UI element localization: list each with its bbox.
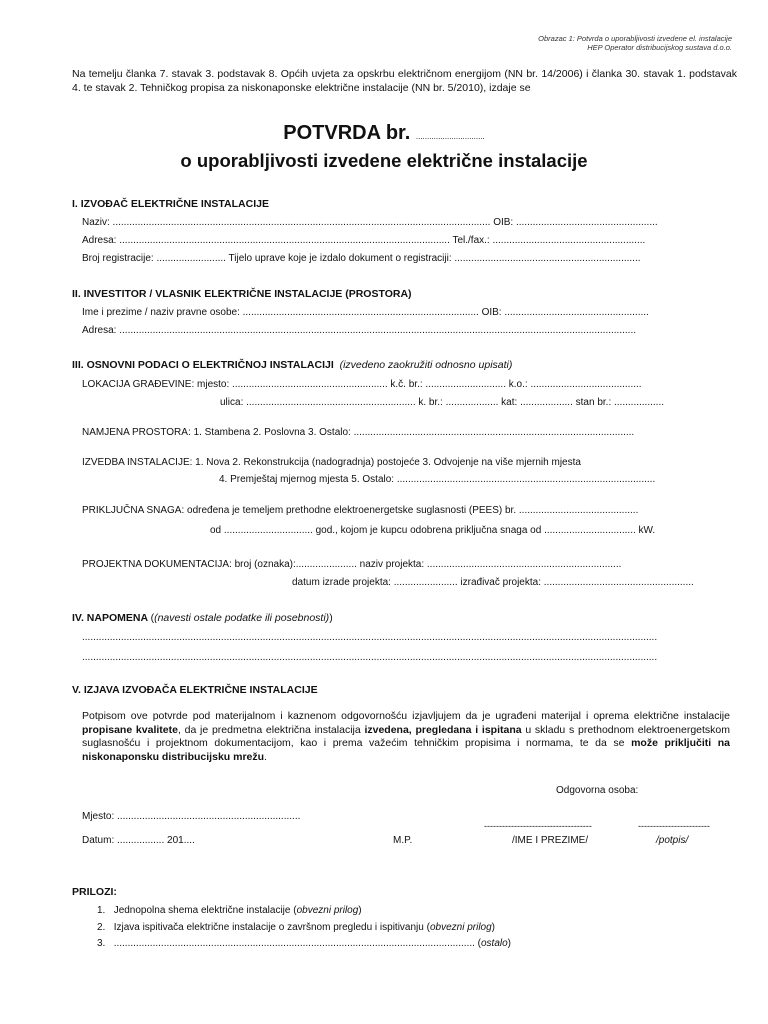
attachment-item[interactable]: 3. .................................................................................................................................. (ostalo) <box>97 938 512 949</box>
certificate-number-field[interactable]: ............................... <box>415 132 485 141</box>
name-signature-line[interactable]: ------------------------------------ <box>484 821 592 831</box>
installation-type-other-field[interactable]: 4. Premještaj mjernog mjesta 5. Ostalo: ............................................................................................. <box>219 474 656 485</box>
note-line-1[interactable]: ............................................................................................................................................................................................................... <box>82 632 658 643</box>
signature-line[interactable]: ------------------------ <box>638 821 710 831</box>
contractor-address-field[interactable]: Adresa: ....................................................................................................................... Tel./fax.: ....................................................... <box>82 235 646 246</box>
section-3-title: III. OSNOVNI PODACI O ELEKTRIČNOJ INSTALACIJI <box>72 359 334 371</box>
section-4-title: IV. NAPOMENA <box>72 612 148 624</box>
connection-power-field[interactable]: PRIKLJUČNA SNAGA: određena je temeljem prethodne elektroenergetske suglasnosti (PEES) br. ........................................... <box>82 505 639 516</box>
legal-basis-text: Na temelju članka 7. stavak 3. podstavak 8. Općih uvjeta za opskrbu električnom energijom (NN br. 14/2006) i članka 30. stavak 1. podstavak 4. te stavak 2. Tehničkog propisa za niskonaponske električne instalacije (NN br. 5/2010), izdaje se <box>72 68 737 94</box>
project-date-field[interactable]: datum izrade projekta: ....................... izrađivač projekta: ...................................................... <box>292 577 694 588</box>
attachment-item: 1. Jednopolna shema električne instalacije (obvezni prilog) <box>97 905 362 916</box>
section-3-heading <box>72 359 512 371</box>
declaration-text: Potpisom ove potvrde pod materijalnom i kaznenom odgovornošću izjavljujem da je ugrađeni materijal i oprema električne instalacije propisane kvalitete, da je predmetna električna instalacija izvedena, pregledana i ispitana u skladu s prethodnom elektroenergetskom suglasnošću i projektnom dokumentacijom, kao i prema važećim tehničkim propisima i normama, te da se može priključiti na niskonaponsku distribucijsku mrežu. <box>82 710 731 763</box>
attachments-heading: PRILOZI: <box>72 886 117 898</box>
document-title <box>0 122 768 145</box>
place-field[interactable]: Mjesto: .................................................................. <box>82 811 301 822</box>
responsible-person-label: Odgovorna osoba: <box>556 785 639 796</box>
title-text: POTVRDA br. <box>283 122 411 144</box>
location-street-field[interactable]: ulica: ............................................................. k. br.: ................... kat: ................... stan br.: .................. <box>220 397 665 408</box>
section-2-heading: II. INVESTITOR / VLASNIK ELEKTRIČNE INSTALACIJE (PROSTORA) <box>72 288 412 300</box>
attachment-item: 2. Izjava ispitivača električne instalacije o završnom pregledu i ispitivanju (obvezni prilog) <box>97 922 496 933</box>
date-field[interactable]: Datum: ................. 201.... <box>82 835 195 846</box>
location-place-field[interactable]: LOKACIJA GRAĐEVINE: mjesto: ........................................................ k.č. br.: ............................. k.o.: ........................................ <box>82 379 642 390</box>
section-4-note: (navesti ostale podatke ili posebnosti) <box>154 612 330 624</box>
company-name: HEP Operator distribucijskog sustava d.o.o. <box>587 43 732 52</box>
section-5-heading: V. IZJAVA IZVOĐAČA ELEKTRIČNE INSTALACIJE <box>72 684 318 696</box>
section-1-heading: I. IZVOĐAČ ELEKTRIČNE INSTALACIJE <box>72 198 269 210</box>
investor-name-field[interactable]: Ime i prezime / naziv pravne osobe: ..................................................................................... OIB: .................................................... <box>82 307 649 318</box>
section-4-heading: IV. NAPOMENA ((navesti ostale podatke ili posebnosti)) <box>72 612 333 624</box>
purpose-field[interactable]: NAMJENA PROSTORA: 1. Stambena 2. Poslovna 3. Ostalo: ..................................................................................................... <box>82 427 635 438</box>
registration-field[interactable]: Broj registracije: ......................... Tijelo uprave koje je izdalo dokument o registraciji: ................................................................... <box>82 253 641 264</box>
contractor-name-field[interactable]: Naziv: ........................................................................................................................................ OIB: ................................................... <box>82 217 658 228</box>
name-caption: /IME I PREZIME/ <box>512 835 589 846</box>
connection-power-date-field[interactable]: od ................................ god., kojom je kupcu odobrena priključna snaga od ................................. kW. <box>210 525 656 536</box>
project-doc-field[interactable]: PROJEKTNA DOKUMENTACIJA: broj (oznaka):...................... naziv projekta: ...................................................................... <box>82 559 622 570</box>
installation-type-options[interactable]: IZVEDBA INSTALACIJE: 1. Nova 2. Rekonstrukcija (nadogradnja) postojeće 3. Odvojenje na više mjernih mjesta <box>82 457 581 468</box>
section-3-note: (izvedeno zaokružiti odnosno upisati) <box>339 359 513 371</box>
document-subtitle: o uporabljivosti izvedene električne instalacije <box>180 150 588 171</box>
signature-caption: /potpis/ <box>656 835 689 846</box>
investor-address-field[interactable]: Adresa: .......................................................................................................................................................................................... <box>82 325 637 336</box>
form-code: Obrazac 1: Potvrda o uporabljivosti izvedene el. instalacije <box>538 34 732 43</box>
stamp-label: M.P. <box>393 835 413 846</box>
note-line-2[interactable]: ............................................................................................................................................................................................................... <box>82 652 658 663</box>
